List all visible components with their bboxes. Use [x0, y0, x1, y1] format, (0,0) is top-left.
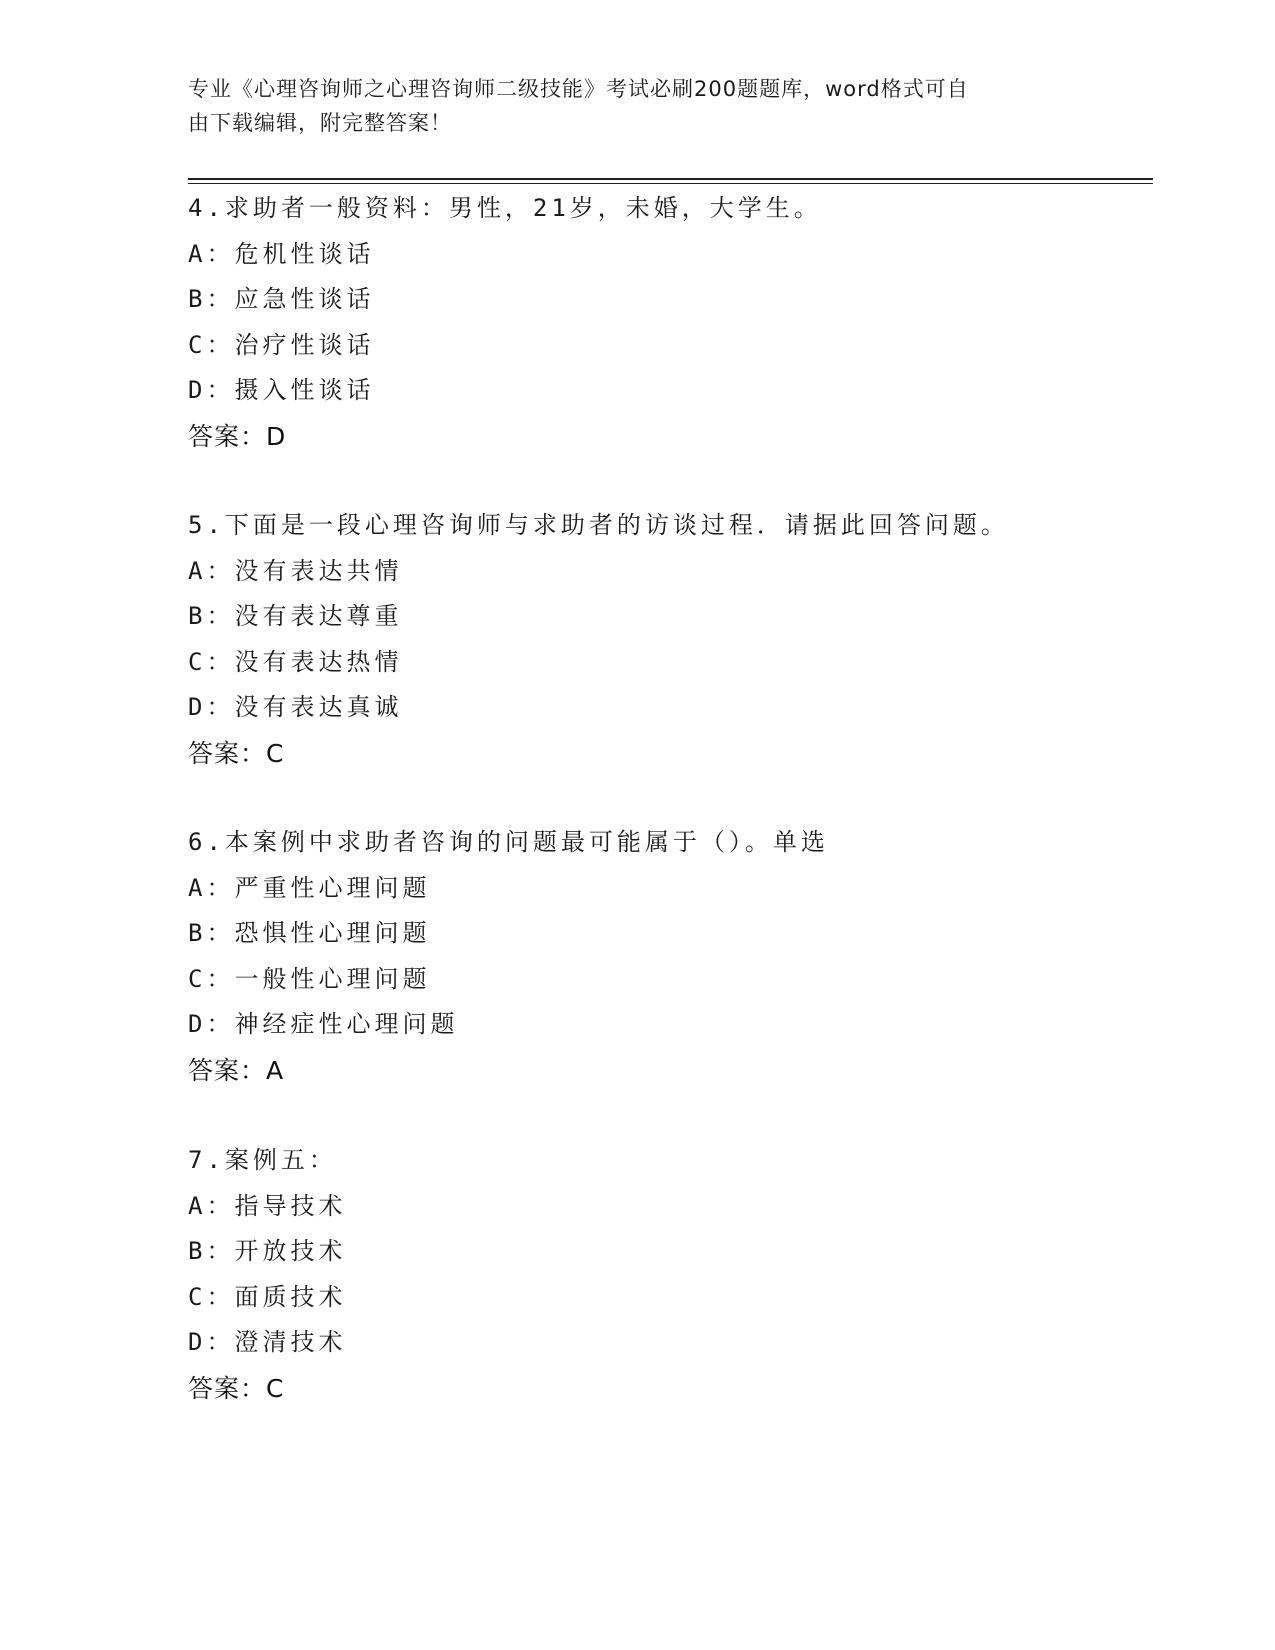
answer-label: 答案：C: [188, 1373, 285, 1403]
question-title: 6.本案例中求助者咨询的问题最可能属于（）。单选: [188, 828, 829, 856]
answer-label: 答案：A: [188, 1055, 285, 1085]
document-header: [188, 72, 1068, 140]
option-b: B：开放技术: [188, 1237, 347, 1265]
option-b: B：恐惧性心理问题: [188, 919, 431, 947]
header-divider-thin: [188, 183, 1153, 184]
option-d: D：澄清技术: [188, 1328, 347, 1356]
option-c: C：一般性心理问题: [188, 964, 431, 993]
option-d: D：神经症性心理问题: [188, 1010, 459, 1038]
question-7: [188, 1138, 1168, 1411]
option-c: C：面质技术: [188, 1282, 347, 1311]
option-b: B：应急性谈话: [188, 285, 375, 313]
header-divider-thick: [188, 178, 1153, 180]
question-title: 7.案例五：: [188, 1146, 337, 1174]
option-d: D：摄入性谈话: [188, 376, 375, 404]
header-line-1: 专业《心理咨询师之心理咨询师二级技能》考试必刷200题题库，word格式可自: [188, 77, 969, 101]
question-6: [188, 820, 1168, 1093]
option-c: C：没有表达热情: [188, 647, 403, 676]
answer-label: 答案：D: [188, 421, 287, 451]
option-d: D：没有表达真诚: [188, 693, 403, 721]
option-a: A：指导技术: [188, 1191, 347, 1220]
question-4: [188, 186, 1168, 459]
option-a: A：严重性心理问题: [188, 873, 431, 902]
option-a: A：没有表达共情: [188, 556, 403, 585]
header-line-2: 由下载编辑，附完整答案！: [188, 111, 452, 135]
option-a: A：危机性谈话: [188, 239, 375, 268]
option-c: C：治疗性谈话: [188, 330, 375, 359]
question-title: 5.下面是一段心理咨询师与求助者的访谈过程．请据此回答问题。: [188, 511, 1009, 539]
answer-label: 答案：C: [188, 738, 285, 768]
question-5: [188, 503, 1168, 776]
option-b: B：没有表达尊重: [188, 602, 403, 630]
question-title: 4.求助者一般资料：男性，21岁，未婚，大学生。: [188, 194, 822, 222]
